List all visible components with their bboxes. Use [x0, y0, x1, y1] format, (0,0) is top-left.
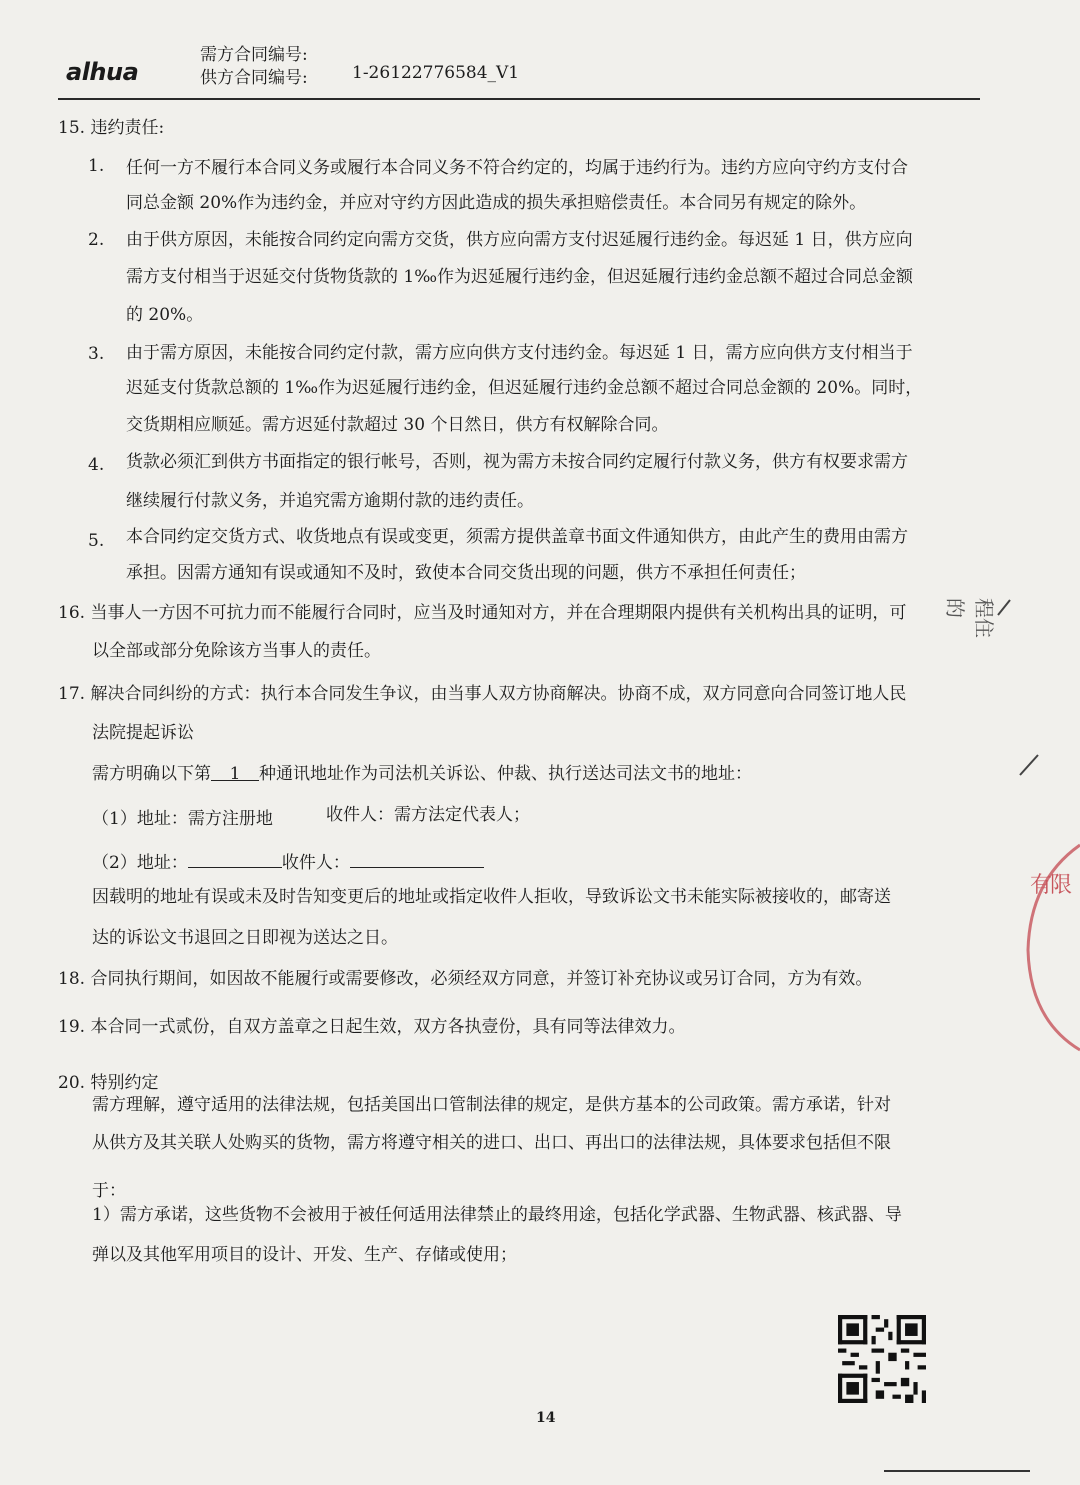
clause-15-item-4-line-1: 货款必须汇到供方书面指定的银行帐号，否则，视为需方未按合同约定履行付款义务，供方有权要求需方	[126, 452, 908, 472]
clause-15-title: 15. 违约责任:	[58, 118, 165, 138]
clause-20-line-5: 弹以及其他军用项目的设计、开发、生产、存储或使用；	[92, 1245, 517, 1265]
clause-15-item-3-line-1: 由于需方原因，未能按合同约定付款，需方应向供方支付违约金。每迟延 1 日，需方应向供方支付相当于	[126, 343, 913, 363]
clause-17-note-line-2: 达的诉讼文书退回之日即视为送达之日。	[92, 928, 398, 948]
page-number: 14	[536, 1410, 556, 1426]
clause-18: 18. 合同执行期间，如因故不能履行或需要修改，必须经双方同意，并签订补充协议或另订合同，方为有效。	[58, 969, 873, 989]
header-rule	[58, 98, 980, 100]
clause-20-title: 20. 特别约定	[58, 1073, 159, 1093]
address-option-1-recipient: 收件人：需方法定代表人；	[326, 805, 530, 825]
clause-17-address-intro	[92, 759, 752, 784]
clause-17-note-line-1: 因载明的地址有误或未及时告知变更后的地址或指定收件人拒收，导致诉讼文书未能实际被接收的，邮寄送	[92, 887, 891, 907]
clause-15-item-1-number: 1.	[88, 156, 105, 176]
clause-20-line-3: 于：	[92, 1181, 126, 1201]
address-option-2-address-blank	[188, 851, 282, 868]
clause-15-item-4-number: 4.	[88, 455, 105, 475]
clause-15-item-2-line-3: 的 20%。	[126, 305, 204, 325]
address-option-1-address: （1）地址：需方注册地	[92, 809, 273, 829]
clause-20-line-2: 从供方及其关联人处购买的货物，需方将遵守相关的进口、出口、再出口的法律法规，具体要求包括但不限	[92, 1133, 891, 1153]
footer-rule	[884, 1470, 1030, 1472]
address-intro-part-a: 需方明确以下第	[92, 764, 211, 784]
address-intro-part-b: 种通讯地址作为司法机关诉讼、仲裁、执行送达司法文书的地址：	[259, 764, 752, 784]
clause-20-line-1: 需方理解，遵守适用的法律法规，包括美国出口管制法律的规定，是供方基本的公司政策。需方承诺，针对	[92, 1095, 891, 1115]
address-option-2-recipient-blank	[350, 851, 484, 868]
clause-15-item-2-line-1: 由于供方原因，未能按合同约定向需方交货，供方应向需方支付迟延履行违约金。每迟延 1 日，供方应向	[126, 230, 913, 250]
clause-19: 19. 本合同一式贰份，自双方盖章之日起生效，双方各执壹份，具有同等法律效力。	[58, 1017, 686, 1037]
clause-15-item-5-number: 5.	[88, 531, 105, 551]
clause-15-item-3-number: 3.	[88, 344, 105, 364]
clause-15-item-4-line-2: 继续履行付款义务，并追究需方逾期付款的违约责任。	[126, 491, 534, 511]
clause-15-item-3-line-2: 迟延支付货款总额的 1‰作为迟延履行违约金，但迟延履行违约金总额不超过合同总金额的 20%。同时，	[126, 378, 923, 398]
clause-15-item-5-line-2: 承担。因需方通知有误或通知不及时，致使本合同交货出现的问题，供方不承担任何责任；	[126, 563, 806, 583]
company-logo: alhua	[66, 58, 139, 86]
clause-15-item-1-line-2: 同总金额 20%作为违约金，并应对守约方因此造成的损失承担赔偿责任。本合同另有规定的除外。	[126, 193, 867, 213]
seller-contract-label: 供方合同编号:	[200, 68, 308, 88]
address-option-2-recipient-label: 收件人：	[281, 853, 350, 873]
clause-17-line-1: 17. 解决合同纠纷的方式：执行本合同发生争议，由当事人双方协商解决。协商不成，双方同意向合同签订地人民	[58, 684, 907, 704]
seller-contract-number: 1-26122776584_V1	[352, 63, 520, 83]
clause-15-item-2-number: 2.	[88, 230, 105, 250]
clause-16-line-2: 以全部或部分免除该方当事人的责任。	[92, 641, 381, 661]
address-option-2	[92, 848, 484, 873]
clause-16-line-1: 16. 当事人一方因不可抗力而不能履行合同时，应当及时通知对方，并在合理期限内提供有关机构出具的证明，可	[58, 603, 907, 623]
address-choice-field: 1	[211, 764, 259, 781]
clause-15-item-5-line-1: 本合同约定交货方式、收货地点有误或变更，须需方提供盖章书面文件通知供方，由此产生的费用由需方	[126, 527, 908, 547]
buyer-contract-label: 需方合同编号:	[200, 45, 308, 65]
address-option-2-address-label: （2）地址：	[92, 853, 188, 873]
clause-15-item-2-line-2: 需方支付相当于迟延交付货物货款的 1‰作为迟延履行违约金，但迟延履行违约金总额不超过合同总金额	[126, 267, 914, 287]
clause-15-item-3-line-3: 交货期相应顺延。需方迟延付款超过 30 个日然日，供方有权解除合同。	[126, 415, 669, 435]
clause-17-line-2: 法院提起诉讼	[92, 723, 194, 743]
clause-20-line-4: 1）需方承诺，这些货物不会被用于被任何适用法律禁止的最终用途，包括化学武器、生物武器、核武器、导	[92, 1205, 902, 1225]
seal-char-1: 有	[1030, 873, 1053, 898]
margin-pencil-strokes	[990, 595, 1050, 795]
qr-code	[838, 1315, 926, 1403]
margin-pencil-note: 程住的	[943, 598, 996, 638]
seal-char-2: 限	[1050, 873, 1073, 898]
clause-15-item-1-line-1: 任何一方不履行本合同义务或履行本合同义务不符合约定的，均属于违约行为。违约方应向守约方支付合	[126, 158, 908, 178]
